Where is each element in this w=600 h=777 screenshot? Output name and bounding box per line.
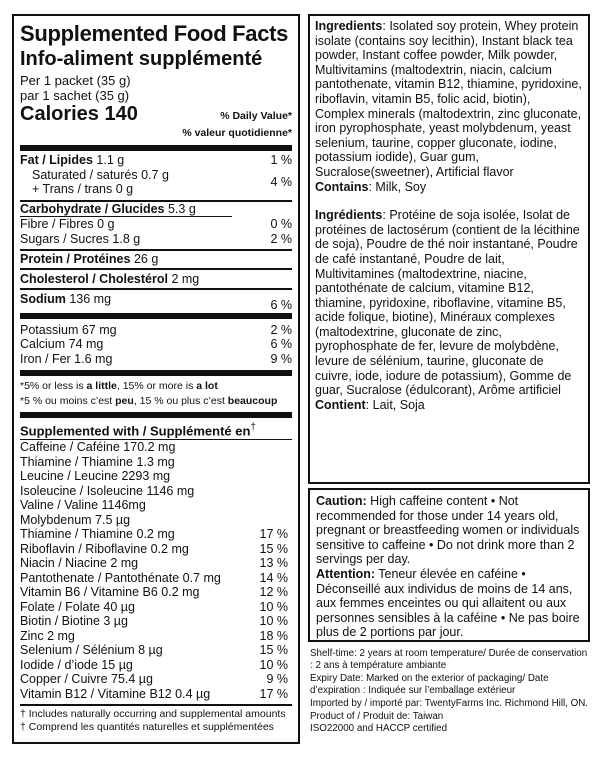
- supplement-row: [20, 585, 292, 600]
- calories: Calories 140: [20, 103, 138, 125]
- sugars-dv: 2 %: [270, 231, 292, 246]
- sugars-label: Sugars / Sucres 1.8 g: [20, 231, 141, 246]
- supplement-dv: 10 %: [259, 599, 288, 614]
- supplement-dv: [288, 440, 292, 455]
- saturated-label: Saturated / saturés 0.7 g: [32, 167, 169, 182]
- supplemented-heading: Supplemented with / Supplémenté en†: [20, 422, 256, 439]
- fibre-label: Fibre / Fibres 0 g: [20, 217, 115, 231]
- supplement-label: Selenium / Sélénium 8 µg: [20, 643, 163, 658]
- contains-en: Contains: Milk, Soy: [315, 179, 427, 194]
- supplement-dv: [288, 498, 292, 513]
- ingredients-panel: [308, 14, 590, 484]
- fat-dv: 1 %: [270, 153, 292, 167]
- fat-amount: 1.1 g: [96, 153, 125, 167]
- supplement-dv: 10 %: [259, 614, 288, 629]
- supplemented-list: [20, 440, 292, 701]
- protein-label: Protein / Protéines: [20, 252, 131, 266]
- protein-row: [20, 252, 292, 267]
- ingredients-fr: Ingrédients: Protéine de soja isolée, Isolat de protéines de lactosérum (contient de la lécithine de soja), Poudre de thé noir instantané, Poudre de café instantané, Poudre de lait, Multivitamines (maltodextrine, niacine, pantothénate de calcium, vitamine B12, thiamine, pyridoxine, riboflavine, vitamine B5, acide folique, biotine), Minéraux complexes (maltodextrine, gluconate de zinc, pyrophosphate de fer, levure de molybdène, levure de sélénium, taurine, gluconate de cuivre, iode, iodure de potassium), Gomme de guar, Sucralose (édulcorant), Arôme artificiel: [315, 208, 580, 398]
- ingredients-en: Ingredients: Isolated soy protein, Whey protein isolate (contains soy lecithin), Instant black tea powder, Instant coffee powder, Milk powder, Multivitamins (maltodextrin, niacin, calcium pantothenate, vitamin B12, thiamine, pyridoxine, riboflavin, vitamin B5, folic acid, biotin), Complex minerals (maltodextrin, zinc gluconate, iron pyrophosphate, yeast molybdenum, yeast selenium, taurine, copper gluconate, iodine, potassium iodide), Guar gum, Sucralose(sweetner), Artificial flavor: [315, 19, 582, 179]
- supplement-row: [20, 542, 292, 557]
- supplement-label: Biotin / Biotine 3 µg: [20, 614, 128, 629]
- supplement-label: Molybdenum 7.5 µg: [20, 512, 131, 527]
- nutrition-facts-panel: [12, 14, 300, 744]
- iron-row: [20, 352, 292, 367]
- sodium-label: Sodium: [20, 292, 66, 306]
- supplement-label: Thiamine / Thiamine 0.2 mg: [20, 527, 175, 542]
- product-info: [310, 648, 592, 736]
- supplement-row: [20, 687, 292, 702]
- supplement-label: Copper / Cuivre 75.4 µg: [20, 672, 153, 687]
- supplement-dv: 12 %: [259, 585, 288, 600]
- shelf-time: Shelf-time: 2 years at room temperature/ Durée de conservation : 2 ans à température ambiante: [310, 648, 588, 672]
- potassium-row: [20, 323, 292, 338]
- supplement-dv: [288, 484, 292, 499]
- sat-trans-group: [20, 168, 292, 197]
- calcium-dv: 6 %: [270, 337, 292, 351]
- caution-en: Caution: High caffeine content • Not recommended for those under 14 years old, pregnant or breastfeeding women or individuals sensitive to caffeine • Do not drink more than 2 servings per day.: [316, 494, 580, 567]
- supplement-dv: [288, 469, 292, 484]
- supplement-label: Riboflavin / Riboflavine 0.2 mg: [20, 541, 189, 556]
- supplement-label: Thiamine / Thiamine 1.3 mg: [20, 454, 175, 469]
- certification: ISO22000 and HACCP certified: [310, 723, 448, 735]
- iron-label: Iron / Fer 1.6 mg: [20, 351, 113, 366]
- supplement-row: [20, 571, 292, 586]
- supplement-label: Iodide / d’iode 15 µg: [20, 657, 133, 672]
- supplement-row: [20, 629, 292, 644]
- supplement-dv: 10 %: [259, 657, 288, 672]
- supplement-dv: 14 %: [259, 570, 288, 585]
- supplement-row: [20, 643, 292, 658]
- calories-row: [20, 103, 292, 125]
- caution-panel: [308, 488, 590, 642]
- fibre-row: [20, 217, 292, 232]
- cholesterol-amount: 2 mg: [171, 271, 200, 286]
- serving-en: Per 1 packet (35 g): [20, 73, 131, 88]
- note-en: † Includes naturally occurring and supplemental amounts: [20, 708, 286, 721]
- serving-fr: par 1 sachet (35 g): [20, 88, 130, 103]
- supplement-label: Isoleucine / Isoleucine 1146 mg: [20, 483, 195, 498]
- supplement-label: Pantothenate / Pantothénate 0.7 mg: [20, 570, 221, 585]
- cholesterol-label: Cholesterol / Cholestérol: [20, 271, 168, 286]
- title-fr: Info-aliment supplémenté: [20, 48, 263, 70]
- supplement-row: [20, 440, 292, 455]
- supplement-row: [20, 614, 292, 629]
- dv-footnote: *5% or less is a little, 15% or more is a lot *5 % ou moins c’est peu, 15 % ou plus c’est beaucoup: [20, 380, 278, 407]
- calcium-label: Calcium 74 mg: [20, 337, 104, 351]
- trans-label: + Trans / trans 0 g: [32, 182, 134, 196]
- potassium-dv: 2 %: [270, 322, 292, 337]
- fibre-dv: 0 %: [270, 217, 292, 231]
- daily-value-heading-fr: % valeur quotidienne*: [182, 127, 292, 139]
- supplement-label: Vitamin B6 / Vitamine B6 0.2 mg: [20, 585, 200, 600]
- sugars-row: [20, 232, 292, 247]
- contains-fr: Contient: Lait, Soja: [315, 397, 425, 412]
- fat-label: Fat / Lipides: [20, 153, 93, 167]
- supplement-row: [20, 498, 292, 513]
- cholesterol-row: [20, 272, 292, 287]
- supplement-dv: [288, 513, 292, 528]
- supplement-label: Zinc 2 mg: [20, 628, 75, 643]
- supplement-dv: 17 %: [259, 686, 288, 701]
- supplement-dv: 15 %: [259, 643, 288, 658]
- supplement-label: Folate / Folate 40 µg: [20, 599, 135, 614]
- supplement-label: Caffeine / Caféine 170.2 mg: [20, 440, 176, 455]
- supplement-dv: [288, 455, 292, 470]
- caution-fr: Attention: Teneur élevée en caféine • Déconseillé aux individus de moins de 14 ans, aux femmes enceintes ou qui allaitent ou aux personnes sensibles à la caféine • Ne pas boire plus de 2 portions par jour.: [316, 566, 580, 640]
- fat-row: [20, 153, 292, 168]
- supplement-row: [20, 556, 292, 571]
- supplement-dv: 15 %: [259, 541, 288, 556]
- sodium-amount: 136 mg: [69, 292, 112, 306]
- supplement-dv: 18 %: [259, 628, 288, 643]
- note-fr: † Comprend les quantités naturelles et supplémentées: [20, 721, 274, 734]
- supplement-row: [20, 658, 292, 673]
- supplement-label: Niacin / Niacine 2 mg: [20, 556, 139, 571]
- expiry-date: Expiry Date: Marked on the exterior of packaging/ Date d’expiration : Indiquée sur l’emballage extérieur: [310, 672, 549, 697]
- supplement-row: [20, 672, 292, 687]
- supplement-note: [20, 706, 292, 734]
- carb-amount: 5.3 g: [167, 201, 196, 216]
- supplement-row: [20, 513, 292, 528]
- supplement-dv: 17 %: [259, 527, 288, 542]
- potassium-label: Potassium 67 mg: [20, 322, 117, 337]
- carb-label: Carbohydrate / Glucides: [20, 201, 165, 216]
- supplement-row: [20, 484, 292, 499]
- imported-by: Imported by / importé par: TwentyFarms Inc. Richmond Hill, ON.: [310, 697, 589, 709]
- carb-row: [20, 202, 292, 217]
- iron-dv: 9 %: [270, 351, 292, 366]
- supplement-dv: 9 %: [266, 672, 288, 687]
- sat-trans-dv: 4 %: [270, 174, 292, 189]
- supplement-row: [20, 455, 292, 470]
- daily-value-heading-en: % Daily Value*: [220, 110, 292, 122]
- supplement-label: Valine / Valine 1146mg: [20, 498, 146, 513]
- supplement-label: Vitamin B12 / Vitamine B12 0.4 µg: [20, 686, 211, 701]
- sodium-row: [20, 292, 292, 312]
- title-en: Supplemented Food Facts: [20, 21, 289, 46]
- supplement-row: [20, 527, 292, 542]
- protein-amount: 26 g: [133, 252, 159, 266]
- calcium-row: [20, 337, 292, 352]
- product-of: Product of / Produit de: Taiwan: [310, 711, 444, 723]
- supplement-label: Leucine / Leucine 2293 mg: [20, 469, 171, 484]
- supplement-dv: 13 %: [259, 556, 288, 571]
- supplement-row: [20, 600, 292, 615]
- sodium-dv: 6 %: [270, 298, 292, 312]
- supplement-row: [20, 469, 292, 484]
